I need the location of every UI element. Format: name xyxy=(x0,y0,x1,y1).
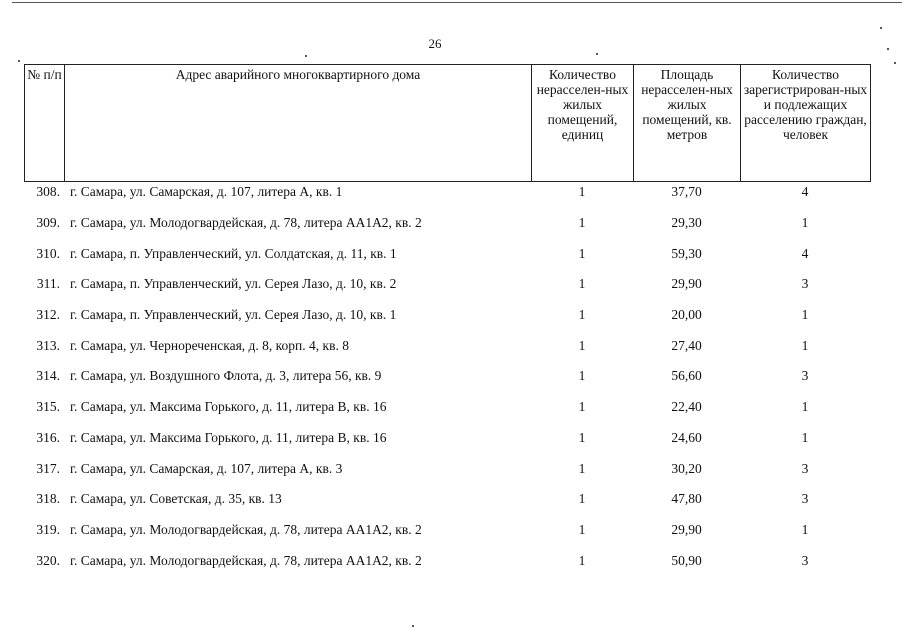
row-address: г. Самара, ул. Молодогвардейская, д. 78, литера АА1А2, кв. 2 xyxy=(70,552,422,568)
row-count: 1 xyxy=(578,215,586,231)
row-number: 308. xyxy=(36,184,60,200)
row-people: 1 xyxy=(801,215,809,231)
header-count: Количество нерасселен-ных жилых помещений, единиц xyxy=(532,65,634,182)
row-people: 3 xyxy=(801,491,809,507)
row-people: 3 xyxy=(801,552,809,568)
row-number: 320. xyxy=(36,552,60,568)
row-number: 310. xyxy=(36,245,60,261)
row-number: 315. xyxy=(36,399,60,415)
table-row xyxy=(24,392,870,423)
table-row xyxy=(24,177,870,208)
row-number: 316. xyxy=(36,429,60,445)
header-area: Площадь нерасселен-ных жилых помещений, кв. метров xyxy=(634,65,741,182)
row-people: 3 xyxy=(801,460,809,476)
row-count: 1 xyxy=(578,368,586,384)
row-number: 314. xyxy=(36,368,60,384)
row-address: г. Самара, ул. Чернореченская, д. 8, корп. 4, кв. 8 xyxy=(70,337,349,353)
table-row xyxy=(24,208,870,239)
row-address: г. Самара, ул. Советская, д. 35, кв. 13 xyxy=(70,491,282,507)
row-area: 30,20 xyxy=(671,460,702,476)
data-table xyxy=(24,177,870,576)
row-area: 20,00 xyxy=(671,307,702,323)
row-people: 4 xyxy=(801,245,809,261)
row-count: 1 xyxy=(578,491,586,507)
table-row xyxy=(24,515,870,546)
row-area: 22,40 xyxy=(671,399,702,415)
scan-speck xyxy=(412,625,414,627)
row-number: 311. xyxy=(36,276,60,292)
row-address: г. Самара, ул. Самарская, д. 107, литера А, кв. 3 xyxy=(70,460,343,476)
row-people: 1 xyxy=(801,307,809,323)
row-address: г. Самара, ул. Самарская, д. 107, литера А, кв. 1 xyxy=(70,184,343,200)
row-count: 1 xyxy=(578,337,586,353)
table-row xyxy=(24,484,870,515)
row-area: 29,90 xyxy=(671,276,702,292)
row-people: 1 xyxy=(801,521,809,537)
row-address: г. Самара, ул. Максима Горького, д. 11, литера В, кв. 16 xyxy=(70,429,387,445)
table-row xyxy=(24,238,870,269)
row-area: 47,80 xyxy=(671,491,702,507)
row-number: 319. xyxy=(36,521,60,537)
row-count: 1 xyxy=(578,521,586,537)
row-count: 1 xyxy=(578,429,586,445)
row-address: г. Самара, п. Управленческий, ул. Серея Лазо, д. 10, кв. 2 xyxy=(70,276,397,292)
table-row xyxy=(24,453,870,484)
row-count: 1 xyxy=(578,276,586,292)
row-count: 1 xyxy=(578,399,586,415)
row-count: 1 xyxy=(578,184,586,200)
row-address: г. Самара, ул. Молодогвардейская, д. 78, литера АА1А2, кв. 2 xyxy=(70,215,422,231)
row-area: 29,30 xyxy=(671,215,702,231)
page-number: 26 xyxy=(428,36,442,51)
row-people: 3 xyxy=(801,276,809,292)
table-row xyxy=(24,361,870,392)
row-number: 309. xyxy=(36,215,60,231)
table-row xyxy=(24,300,870,331)
row-count: 1 xyxy=(578,245,586,261)
row-area: 59,30 xyxy=(671,245,702,261)
table-row xyxy=(24,423,870,454)
table-header xyxy=(24,64,871,182)
scan-speck xyxy=(894,62,896,64)
scan-speck xyxy=(596,53,598,55)
row-address: г. Самара, п. Управленческий, ул. Серея Лазо, д. 10, кв. 1 xyxy=(70,307,397,323)
row-number: 318. xyxy=(36,491,60,507)
row-area: 56,60 xyxy=(671,368,702,384)
row-people: 1 xyxy=(801,429,809,445)
header-num: № п/п xyxy=(25,65,65,182)
row-area: 37,70 xyxy=(671,184,702,200)
row-address: г. Самара, ул. Молодогвардейская, д. 78, литера АА1А2, кв. 2 xyxy=(70,521,422,537)
row-people: 3 xyxy=(801,368,809,384)
scan-speck xyxy=(880,27,882,29)
row-count: 1 xyxy=(578,307,586,323)
header-people: Количество зарегистрирован-ных и подлежащих расселению граждан, человек xyxy=(741,65,871,182)
row-number: 313. xyxy=(36,337,60,353)
table-row xyxy=(24,330,870,361)
row-count: 1 xyxy=(578,460,586,476)
scan-speck xyxy=(887,48,889,50)
row-area: 50,90 xyxy=(671,552,702,568)
row-count: 1 xyxy=(578,552,586,568)
row-area: 27,40 xyxy=(671,337,702,353)
scan-speck xyxy=(18,60,20,62)
row-address: г. Самара, п. Управленческий, ул. Солдатская, д. 11, кв. 1 xyxy=(70,245,397,261)
row-address: г. Самара, ул. Воздушного Флота, д. 3, литера 56, кв. 9 xyxy=(70,368,382,384)
row-people: 4 xyxy=(801,184,809,200)
row-people: 1 xyxy=(801,337,809,353)
row-address: г. Самара, ул. Максима Горького, д. 11, литера В, кв. 16 xyxy=(70,399,387,415)
row-area: 29,90 xyxy=(671,521,702,537)
table-row xyxy=(24,269,870,300)
row-number: 317. xyxy=(36,460,60,476)
row-area: 24,60 xyxy=(671,429,702,445)
header-address: Адрес аварийного многоквартирного дома xyxy=(65,65,532,182)
scan-speck xyxy=(305,55,307,57)
row-number: 312. xyxy=(36,307,60,323)
page-top-edge xyxy=(12,2,902,3)
row-people: 1 xyxy=(801,399,809,415)
table-row xyxy=(24,545,870,576)
